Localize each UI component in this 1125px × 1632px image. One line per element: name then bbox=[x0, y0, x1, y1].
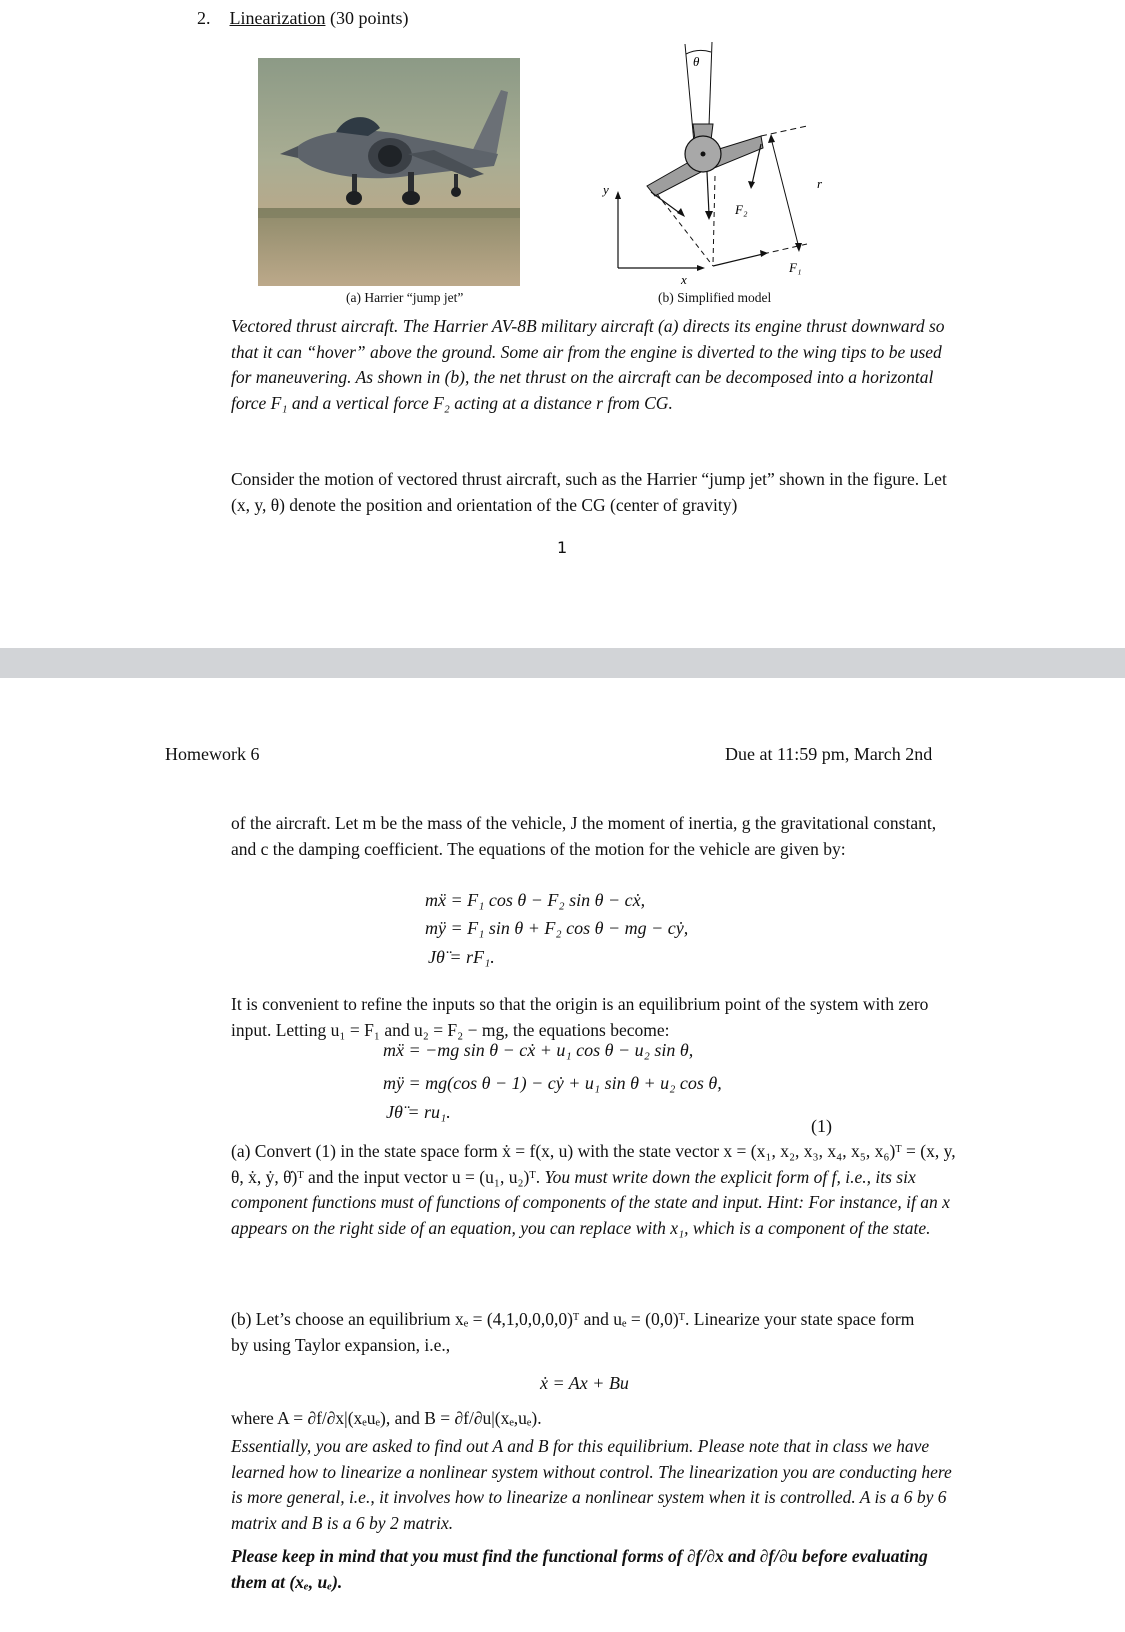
jacobian-definition: where A = ∂f/∂x|(xₑuₑ), and B = ∂f/∂u|(xₑ,uₑ). bbox=[231, 1408, 542, 1428]
label-y: y bbox=[603, 182, 609, 197]
label-F1: F₁ bbox=[789, 260, 802, 275]
part-b-lead: (b) Let’s choose an equilibrium xₑ = (4,1,0,0,0,0)ᵀ and uₑ = (0,0)ᵀ. Linearize your state space form by using Taylor expansion, i.e., bbox=[231, 1309, 915, 1355]
label-theta: θ bbox=[693, 54, 700, 69]
eom-equation-3: Jθ̈ = rF₁. bbox=[428, 947, 495, 967]
harrier-photo bbox=[258, 58, 520, 286]
part-a bbox=[231, 1139, 966, 1241]
equation-number: (1) bbox=[811, 1116, 832, 1136]
simplified-model-diagram bbox=[585, 36, 845, 286]
continuation-paragraph: of the aircraft. Let m be the mass of the vehicle, J the moment of inertia, g the gravitational constant, and c the damping coefficient. The equations of the motion for the vehicle are given by: bbox=[231, 813, 937, 859]
part-a-instructions: You must write down the explicit form of f, i.e., its six component functions must of functions of components of the state and input. Hint: For instance, if an x appears on the right side of an equation, you can replace with x₁, which is a component of the state. bbox=[231, 1166, 950, 1238]
intro-paragraph: Consider the motion of vectored thrust aircraft, such as the Harrier “jump jet” shown in the figure. Let (x, y, θ) denote the position and orientation of the CG (center of gravity) bbox=[231, 469, 947, 515]
page-separator bbox=[0, 648, 1125, 678]
eom-equation-1: mẍ = F₁ cos θ − F₂ sin θ − cẋ, bbox=[425, 890, 646, 910]
linear-system-equation: ẋ = Ax + Bu bbox=[540, 1373, 629, 1393]
problem-points: (30 points) bbox=[329, 8, 409, 28]
part-a-lead: (a) Convert (1) in the state space form ẋ = f(x, u) with the state vector x = (x₁, x₂, x₃, x₄, x₅, x₆)ᵀ = (x, y, θ, ẋ, ẏ, θ̇)ᵀ and the input vector u = (u₁, u₂)ᵀ. bbox=[231, 1141, 956, 1187]
essentially-paragraph: Essentially, you are asked to find out A and B for this equilibrium. Please note that in class we have learned how to linearize a nonlinear system without control. The linearization you are conducting here is more general, i.e., it involves how to linearize a nonlinear system when it is controlled. A is a 6 by 6 matrix and B is a 6 by 2 matrix. bbox=[231, 1436, 952, 1533]
caption-b: (b) Simplified model bbox=[658, 290, 772, 305]
header-left: Homework 6 bbox=[165, 744, 260, 764]
label-r: r bbox=[817, 176, 823, 191]
header-right: Due at 11:59 pm, March 2nd bbox=[725, 744, 933, 764]
refine-paragraph: It is convenient to refine the inputs so that the origin is an equilibrium point of the system with zero input. Letting u₁ = F₁ and u₂ = F₂ − mg, the equations become: bbox=[231, 994, 929, 1040]
transformed-equation-2: mÿ = mg(cos θ − 1) − cẏ + u₁ sin θ + u₂ cos θ, bbox=[383, 1073, 722, 1093]
problem-number: 2. bbox=[197, 8, 211, 28]
label-F2: F₂ bbox=[735, 202, 748, 217]
eom-equation-2: mÿ = F₁ sin θ + F₂ cos θ − mg − cẏ, bbox=[425, 918, 689, 938]
problem-title: Linearization bbox=[229, 8, 326, 28]
problem-heading bbox=[197, 6, 408, 32]
transformed-equation-1: mẍ = −mg sin θ − cẋ + u₁ cos θ − u₂ sin θ, bbox=[383, 1040, 694, 1060]
label-x: x bbox=[681, 272, 687, 286]
keep-in-mind-paragraph: Please keep in mind that you must find the functional forms of ∂f/∂x and ∂f/∂u before evaluating them at (xₑ, uₑ). bbox=[231, 1546, 928, 1592]
page-number: 1 bbox=[557, 538, 568, 557]
figure-caption-text: Vectored thrust aircraft. The Harrier AV-8B military aircraft (a) directs its engine thrust downward so that it can “hover” above the ground. Some air from the engine is diverted to the wing tips to be used for maneuvering. As shown in (b), the net thrust on the aircraft can be decomposed into a horizontal force F₁ and a vertical force F₂ acting at a distance r from CG. bbox=[231, 316, 945, 413]
caption-a: (a) Harrier “jump jet” bbox=[346, 290, 464, 305]
transformed-equation-3: Jθ̈ = ru₁. bbox=[386, 1102, 451, 1122]
